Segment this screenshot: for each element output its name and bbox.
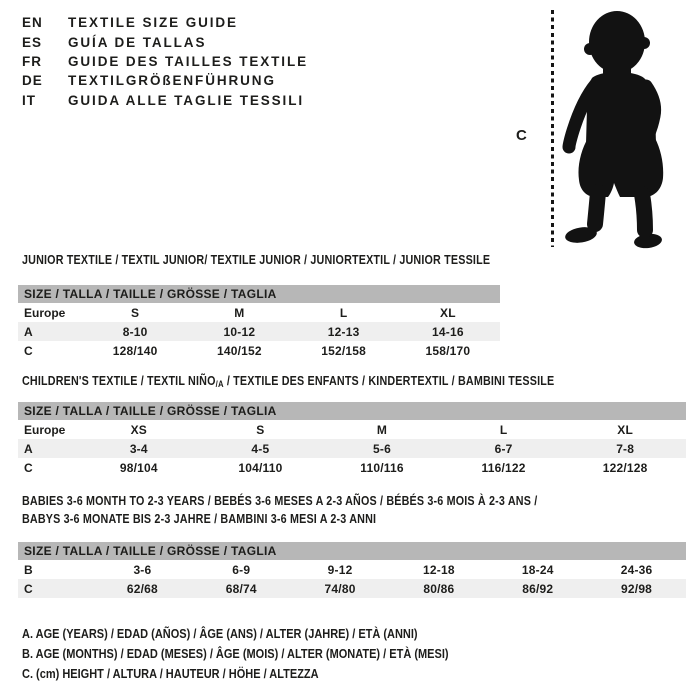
value-cell: 140/152 — [216, 343, 262, 358]
child-silhouette-icon — [556, 8, 698, 254]
babies-table-heading — [22, 493, 537, 528]
height-dashed-line — [551, 10, 554, 247]
junior-row-age — [18, 322, 500, 341]
size-cell: M — [376, 422, 388, 437]
value-cell: 104/110 — [238, 460, 283, 475]
size-cell: S — [131, 305, 140, 320]
children-row-age — [18, 439, 686, 458]
junior-size-header-bar: SIZE / TALLA / TAILLE / GRÖSSE / TAGLIA — [18, 285, 500, 303]
value-cell: 80/86 — [423, 581, 455, 596]
size-cell: L — [339, 305, 348, 320]
value-cell: 158/170 — [425, 343, 471, 358]
children-heading-post: / TEXTILE DES ENFANTS / KINDERTEXTIL / BAMBINI TESSILE — [223, 374, 555, 388]
value-cell: 4-5 — [251, 441, 270, 456]
children-size-header-bar: SIZE / TALLA / TAILLE / GRÖSSE / TAGLIA — [18, 402, 686, 420]
size-cell: L — [499, 422, 508, 437]
height-measure-label: C — [516, 127, 527, 144]
value-cell: 6-9 — [232, 562, 251, 577]
size-cell: XL — [440, 305, 456, 320]
value-cell: 68/74 — [225, 581, 257, 596]
guide-title-it: GUIDA ALLE TAGLIE TESSILI — [68, 92, 304, 108]
value-cell: 8-10 — [122, 324, 148, 339]
babies-size-table — [18, 542, 686, 598]
language-row-fr — [22, 52, 308, 71]
value-cell: 116/122 — [481, 460, 526, 475]
value-cell: 62/68 — [126, 581, 158, 596]
size-cell: XL — [617, 422, 634, 437]
row-label: C — [24, 581, 33, 596]
junior-row-height — [18, 341, 500, 360]
babies-heading-line2: BABYS 3-6 MONATE BIS 2-3 JAHRE / BAMBINI 3-6 MESI A 2-3 ANNI — [22, 511, 377, 526]
children-row-height — [18, 458, 686, 477]
row-label: C — [24, 343, 33, 358]
size-cell: M — [234, 305, 245, 320]
size-cell: XS — [130, 422, 147, 437]
babies-row-height — [18, 579, 686, 598]
junior-table-heading: JUNIOR TEXTILE / TEXTIL JUNIOR/ TEXTILE JUNIOR / JUNIORTEXTIL / JUNIOR TESSILE — [22, 253, 491, 267]
measure-legend — [22, 624, 507, 684]
value-cell: 74/80 — [324, 581, 356, 596]
children-row-europe — [18, 420, 686, 439]
guide-title-fr: GUIDE DES TAILLES TEXTILE — [68, 53, 309, 69]
language-title-block — [22, 13, 308, 110]
legend-line-b: B. AGE (MONTHS) / EDAD (MESES) / ÂGE (MOIS) / ALTER (MONATE) / ETÀ (MESI) — [22, 647, 449, 661]
value-cell: 12-18 — [423, 562, 455, 577]
value-cell: 86/92 — [522, 581, 554, 596]
size-cell: S — [256, 422, 265, 437]
guide-title-en: TEXTILE SIZE GUIDE — [68, 15, 238, 31]
value-cell: 3-6 — [133, 562, 152, 577]
value-cell: 14-16 — [432, 324, 464, 339]
value-cell: 7-8 — [616, 441, 635, 456]
junior-row-europe — [18, 303, 500, 322]
babies-size-header-bar: SIZE / TALLA / TAILLE / GRÖSSE / TAGLIA — [18, 542, 686, 560]
value-cell: 18-24 — [521, 562, 554, 577]
value-cell: 152/158 — [321, 343, 367, 358]
guide-title-de: TEXTILGRÖßENFÜHRUNG — [68, 73, 276, 89]
language-row-en — [22, 13, 308, 32]
value-cell: 3-4 — [129, 441, 148, 456]
value-cell: 98/104 — [119, 460, 158, 475]
value-cell: 24-36 — [620, 562, 653, 577]
value-cell: 9-12 — [327, 562, 353, 577]
language-code: EN — [22, 15, 43, 31]
row-label: A — [24, 441, 33, 456]
row-label: B — [24, 562, 33, 577]
children-heading-subscript: /A — [215, 379, 224, 389]
language-row-de — [22, 71, 308, 90]
value-cell: 122/128 — [602, 460, 648, 475]
language-code: FR — [22, 53, 42, 69]
row-label: C — [24, 460, 33, 475]
value-cell: 12-13 — [327, 324, 360, 339]
language-row-es — [22, 32, 308, 51]
legend-line-a: A. AGE (YEARS) / EDAD (AÑOS) / ÂGE (ANS) / ALTER (JAHRE) / ETÀ (ANNI) — [22, 627, 418, 641]
language-code: ES — [22, 34, 43, 50]
value-cell: 92/98 — [621, 581, 653, 596]
guide-title-es: GUÍA DE TALLAS — [68, 34, 207, 50]
value-cell: 6-7 — [494, 441, 513, 456]
children-table-heading — [22, 374, 554, 389]
children-size-table — [18, 402, 686, 477]
babies-heading-line1: BABIES 3-6 MONTH TO 2-3 YEARS / BEBÉS 3-6 MESES A 2-3 AÑOS / BÉBÉS 3-6 MOIS À 2-3 ANS / — [22, 494, 538, 508]
row-label: A — [24, 324, 33, 339]
junior-size-table — [18, 285, 500, 360]
legend-line-c: C. (cm) HEIGHT / ALTURA / HAUTEUR / HÖHE / ALTEZZA — [22, 667, 319, 681]
value-cell: 5-6 — [373, 441, 391, 456]
children-heading-pre: CHILDREN'S TEXTILE / TEXTIL NIÑO — [22, 374, 216, 388]
row-label: Europe — [24, 422, 66, 437]
value-cell: 110/116 — [360, 460, 404, 475]
language-row-it — [22, 91, 308, 110]
language-code: DE — [22, 73, 43, 89]
value-cell: 10-12 — [223, 324, 256, 339]
value-cell: 128/140 — [112, 343, 158, 358]
row-label: Europe — [24, 305, 66, 320]
babies-row-months — [18, 560, 686, 579]
language-code: IT — [22, 92, 36, 108]
